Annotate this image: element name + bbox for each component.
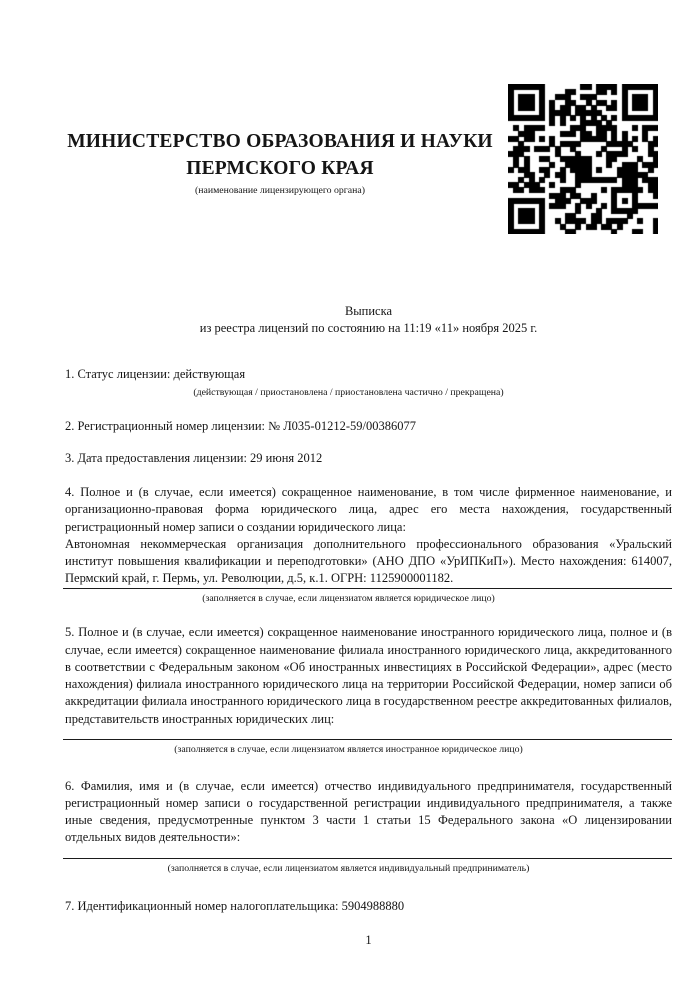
item-1-caption: (действующая / приостановлена / приостановлена частично / прекращена) — [193, 386, 504, 398]
page-number: 1 — [365, 932, 372, 947]
ministry-subtitle: (наименование лицензирующего органа) — [194, 185, 365, 196]
item-4-fill-line — [63, 588, 672, 589]
item-3-license-date: 3. Дата предоставления лицензии: 29 июня 2012 — [65, 450, 323, 465]
ministry-block — [58, 128, 502, 197]
ministry-name-line2: ПЕРМСКОГО КРАЯ — [186, 158, 374, 179]
document-title — [65, 303, 672, 338]
item-4-question: 4. Полное и (в случае, если имеется) сокращенное наименование, в том числе фирменное наименование, и организационно-правовая форма юридического лица, адрес его места нахождения, государственный регистрационный номер записи о создании юридического лица: — [65, 484, 672, 534]
document-body — [0, 303, 700, 949]
document-header — [0, 0, 700, 255]
item-5-question: 5. Полное и (в случае, если имеется) сокращенное наименование иностранного юридического лица, полное и (в случае, если имеется) сокращенное наименование филиала иностранного юридического лица, аккредитованного в соответствии с Федеральным законом «Об иностранных инвестициях в Российской Федерации», адрес (место нахождения) филиала иностранного юридического лица на территории Российской Федерации, номер записи об аккредитации филиала иностранного юридического лица в государственном реестре аккредитованных филиалов, представительств иностранных юридических лиц: — [65, 625, 672, 726]
item-1-license-status: 1. Статус лицензии: действующая — [65, 366, 246, 381]
qr-code-icon — [508, 84, 658, 234]
item-6-caption: (заполняется в случае, если лицензиатом является индивидуальный предприниматель) — [167, 862, 530, 874]
item-5-answer — [65, 728, 672, 739]
item-7-taxpayer-number: 7. Идентификационный номер налогоплательщика: 5904988880 — [65, 899, 405, 914]
item-6-question: 6. Фамилия, имя и (в случае, если имеется) отчество индивидуального предпринимателя, государственный регистрационный номер записи о государственной регистрации индивидуального предпринимателя, а также иные сведения, предусмотренные пунктом 3 части 1 статьи 15 Федерального закона «О лицензировании отдельных видов деятельности»: — [65, 778, 672, 845]
ministry-name-line1: МИНИСТЕРСТВО ОБРАЗОВАНИЯ И НАУКИ — [67, 131, 493, 152]
item-4-caption: (заполняется в случае, если лицензиатом является юридическое лицо) — [202, 592, 495, 604]
item-4-answer: Автономная некоммерческая организация дополнительного профессионального образования «Уральский институт повышения квалификации и переподготовки» (АНО ДПО «УрИПКиП»). Место нахождения: 614007, Пермский край, г. Пермь, ул. Революции, д.5, к.1. ОГРН: 1125900001182. — [65, 536, 672, 586]
document-title-line2: из реестра лицензий по состоянию на 11:19 «11» ноября 2025 г. — [199, 321, 538, 336]
item-5-fill-line — [63, 739, 672, 740]
document-title-line1: Выписка — [344, 304, 393, 318]
item-5-caption: (заполняется в случае, если лицензиатом является иностранное юридическое лицо) — [174, 744, 523, 756]
item-6-answer — [65, 847, 672, 858]
item-2-registration-number: 2. Регистрационный номер лицензии: № Л035-01212-59/00386077 — [65, 419, 416, 434]
item-6-fill-line — [63, 858, 672, 859]
